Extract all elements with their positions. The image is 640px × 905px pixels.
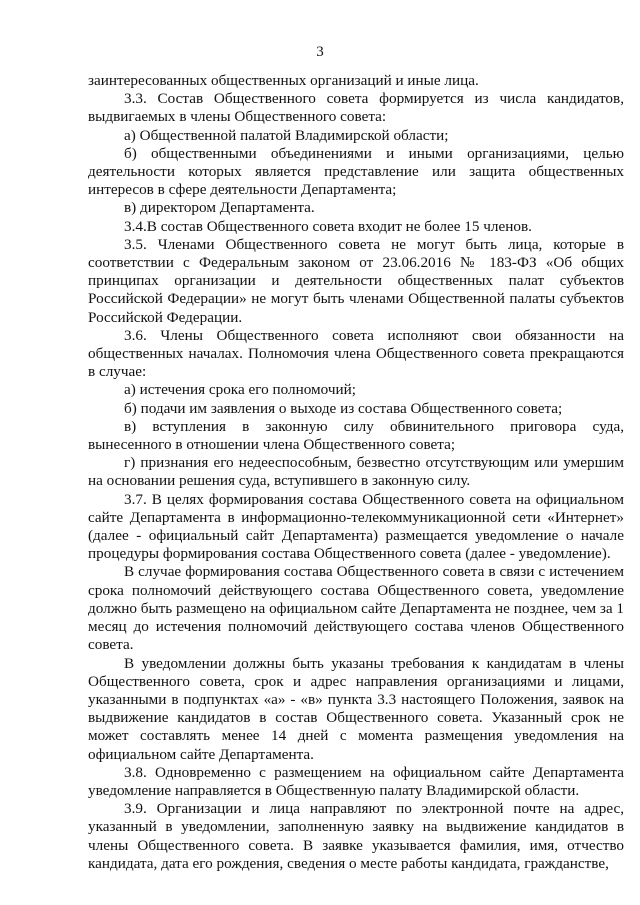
paragraph: а) истечения срока его полномочий; xyxy=(124,381,356,399)
paragraph: 3.9. Организации и лица направляют по электронной почте на адрес, указанный в уведомлении, заполненную заявку на выдвижение кандидатов в члены Общественного совета. В заявке указывается фамилия, имя, отчество кандидата, дата его рождения, сведения о месте работы кандидата, гражданстве, xyxy=(88,800,624,872)
paragraph: 3.5. Членами Общественного совета не могут быть лица, которые в соответствии с Федеральным законом от 23.06.2016 № 183-ФЗ «Об общих принципах организации и деятельности общественных палат субъектов Российской Федерации» не могут быть членами Общественной палаты субъектов Российской Федерации. xyxy=(88,235,624,326)
page-number: 3 xyxy=(316,44,324,60)
paragraph: 3.6. Члены Общественного совета исполняют свои обязанности на общественных началах. Полномочия члена Общественного совета прекращаются в случае: xyxy=(88,326,624,381)
paragraph: в) директором Департамента. xyxy=(124,199,315,217)
paragraph: заинтересованных общественных организаций и иные лица. xyxy=(88,72,479,89)
paragraph: 3.3. Состав Общественного совета формируется из числа кандидатов, выдвигаемых в члены Общественного совета: xyxy=(88,90,624,126)
paragraph: В случае формирования состава Общественного совета в связи с истечением срока полномочий действующего состава Общественного совета, уведомление должно быть размещено на официальном сайте Департамента не позднее, чем за 1 месяц до истечения полномочий действующего состава членов Общественного совета. xyxy=(88,563,625,654)
paragraph: б) общественными объединениями и иными организациями, целью деятельности которых является представление или защита общественных интересов в сфере деятельности Департамента; xyxy=(88,144,624,199)
paragraph: 3.4.В состав Общественного совета входит не более 15 членов. xyxy=(124,217,532,235)
paragraph: б) подачи им заявления о выходе из состава Общественного совета; xyxy=(124,399,563,417)
paragraph: 3.7. В целях формирования состава Общественного совета на официальном сайте Департамента в информационно-телекоммуникационной сети «Интернет» (далее - официальный сайт Департамента) размещается уведомление о начале процедуры формирования состава Общественного совета (далее - уведомление). xyxy=(88,490,624,563)
paragraph: 3.8. Одновременно с размещением на официальном сайте Департамента уведомление направляется в Общественную палату Владимирской области. xyxy=(88,763,624,799)
paragraph: г) признания его недееспособным, безвестно отсутствующим или умершим на основании решения суда, вступившего в законную силу. xyxy=(88,454,624,490)
paragraph: в) вступления в законную силу обвинительного приговора суда, вынесенного в отношении члена Общественного совета; xyxy=(88,417,624,454)
document-body xyxy=(88,72,624,873)
paragraph: В уведомлении должны быть указаны требования к кандидатам в члены Общественного совета, срок и адрес направления организациями и лицами, указанными в подпунктах «а» - «в» пункта 3.3 настоящего Положения, заявок на выдвижение кандидатов в состав Общественного совета. Указанный срок не может составлять менее 14 дней с момента размещения уведомления на официальном сайте Департамента. xyxy=(88,654,624,763)
paragraph: а) Общественной палатой Владимирской области; xyxy=(124,126,449,144)
